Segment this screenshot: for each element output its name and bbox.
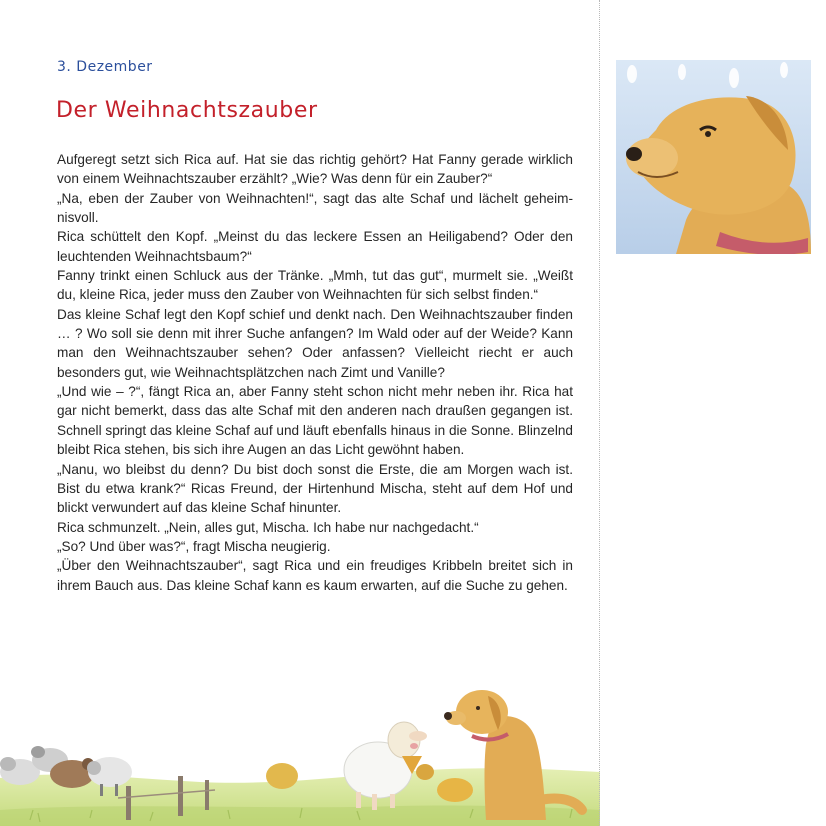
hay-bale <box>416 764 434 780</box>
story-text <box>57 150 573 595</box>
story-paragraph: Aufgeregt setzt sich Rica auf. Hat sie das richtig gehört? Hat Fanny gerade wirklich von einem Weihnachtszauber erzählt? „Wie? Was denn für ein Zauber?“ <box>57 152 573 187</box>
story-paragraph: „Nanu, wo bleibst du denn? Du bist doch sonst die Erste, die am Morgen wach ist. Bist du etwa krank?“ Ricas Freund, der Hirtenhund Mischa, steht auf dem Hof und blickt verwundert auf das kleine Schaf hinunter. <box>57 461 573 516</box>
story-paragraph: Fanny trinkt einen Schluck aus der Tränke. „Mmh, tut das gut“, murmelt sie. „Weißt du, kleine Rica, jeder muss den Zauber von Weihnachten für sich selbst finden.“ <box>57 268 573 303</box>
story-paragraph: Das kleine Schaf legt den Kopf schief und denkt nach. Den Weihnachtszauber finden … ? Wo soll sie denn mit ihrer Suche anfangen? Im Wald oder auf der Weide? Kann man den Weihnachtszauber sehen? Oder anfassen? Vielleicht riecht er auch besonders gut, wie Weihnachtsplätzchen nach Zimt und Vanille? <box>57 306 573 380</box>
story-paragraph: Rica schüttelt den Kopf. „Meinst du das leckere Essen an Heiligabend? Oder den leuchtenden Weihnachtsbaum?“ <box>57 229 573 264</box>
dog-nose <box>626 147 642 161</box>
chapter-title: Der Weihnachtszauber <box>56 98 318 123</box>
story-paragraph: „So? Und über was?“, fragt Mischa neugierig. <box>57 538 331 554</box>
sheep-and-dog-meadow-illustration <box>0 660 600 826</box>
story-paragraph: Rica schmunzelt. „Nein, alles gut, Mischa. Ich habe nur nachgedacht.“ <box>57 519 479 535</box>
chapter-date: 3. Dezember <box>57 59 153 75</box>
story-paragraph: „Na, eben der Zauber von Weihnachten!“, sagt das alte Schaf und lächelt geheimnisvoll. <box>57 190 573 226</box>
hay-bale <box>266 763 298 789</box>
page-divider <box>599 0 600 826</box>
dog-portrait-illustration <box>616 60 811 254</box>
story-paragraph: „Und wie – ?“, fängt Rica an, aber Fanny steht schon nicht mehr neben ihr. Rica hat gar nicht bemerkt, dass das alte Schaf mit den anderen nach draußen gegangen ist. Schnell springt das kleine Schaf auf und läuft ebenfalls hinaus in die Sonne. Blinzelnd bleibt Rica stehen, bis sich ihre Augen an das Licht gewöhnt haben. <box>57 384 573 458</box>
hay-bale <box>437 778 473 802</box>
story-paragraph: „Über den Weihnachtszauber“, sagt Rica und ein freudiges Kribbeln breitet sich in ihrem Bauch aus. Das kleine Schaf kann es kaum erwarten, auf die Suche zu gehen. <box>57 558 573 593</box>
